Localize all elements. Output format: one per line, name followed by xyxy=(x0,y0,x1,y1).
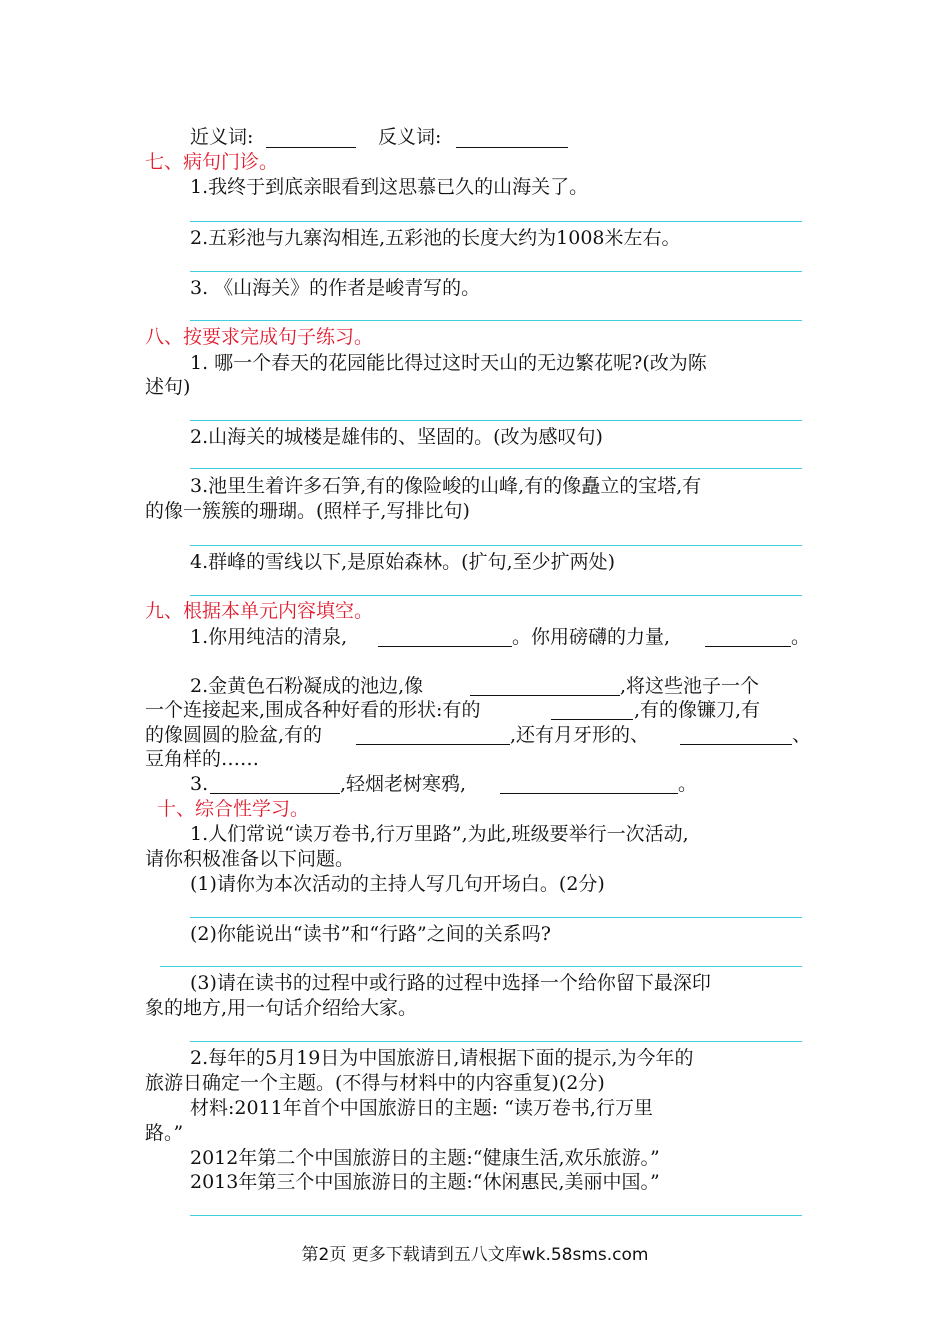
s8-q1-line2: 述句) xyxy=(145,376,191,398)
s9-q2-part-e: 的像圆圆的脸盆,有的 xyxy=(145,724,323,746)
s10-material-2013: 2013年第三个中国旅游日的主题:“休闲惠民,美丽中国。” xyxy=(190,1171,660,1193)
s9-q3-blank-1[interactable] xyxy=(210,793,340,794)
s9-q1-part-a: 1.你用纯洁的清泉, xyxy=(190,626,348,648)
s8-answer-line-1[interactable] xyxy=(190,420,802,421)
s10-answer-line-1[interactable] xyxy=(190,917,802,918)
section-9-title: 九、根据本单元内容填空。 xyxy=(145,600,374,622)
s10-material-line1: 材料:2011年首个中国旅游日的主题: “读万卷书,行万里 xyxy=(190,1097,653,1119)
s7-item-1: 1.我终于到底亲眼看到这思慕已久的山海关了。 xyxy=(190,176,589,198)
s8-q3-line2: 的像一簇簇的珊瑚。(照样子,写排比句) xyxy=(145,500,470,522)
s8-answer-line-4[interactable] xyxy=(190,595,802,596)
s9-q2-blank-1[interactable] xyxy=(470,695,620,696)
s8-answer-line-3[interactable] xyxy=(190,545,802,546)
s9-q3-part-b: ,轻烟老树寒鸦, xyxy=(340,773,467,795)
antonym-label: 反义词: xyxy=(378,126,442,148)
s9-q1-blank-2[interactable] xyxy=(705,646,791,647)
s9-q1-part-c: 。 xyxy=(791,626,811,648)
s10-q1-line2: 请你积极准备以下问题。 xyxy=(145,848,355,870)
s10-answer-line-4[interactable] xyxy=(190,1215,802,1216)
s9-q3-part-c: 。 xyxy=(678,773,698,795)
s10-material-line2: 路。” xyxy=(145,1122,184,1144)
s7-answer-line-2[interactable] xyxy=(190,271,802,272)
section-10-title: 十、综合性学习。 xyxy=(157,798,310,820)
s7-answer-line-1[interactable] xyxy=(190,221,802,222)
s8-q3-line1: 3.池里生着许多石笋,有的像险峻的山峰,有的像矗立的宝塔,有 xyxy=(190,475,702,497)
s8-q4: 4.群峰的雪线以下,是原始森林。(扩句,至少扩两处) xyxy=(190,551,616,573)
s10-q2-line2: 旅游日确定一个主题。(不得与材料中的内容重复)(2分) xyxy=(145,1072,605,1094)
s9-q2-part-c: 一个连接起来,围成各种好看的形状:有的 xyxy=(145,699,481,721)
s9-q3-blank-2[interactable] xyxy=(500,793,678,794)
s9-q2-blank-4[interactable] xyxy=(680,744,792,745)
section-7-title: 七、病句门诊。 xyxy=(145,151,279,173)
s9-q2-part-g: 、 xyxy=(792,724,812,746)
s7-answer-line-3[interactable] xyxy=(190,320,802,321)
s7-item-3: 3. 《山海关》的作者是峻青写的。 xyxy=(190,277,481,299)
s8-q1-line1: 1. 哪一个春天的花园能比得过这时天山的无边繁花呢?(改为陈 xyxy=(190,352,707,374)
s9-q2-part-f: ,还有月牙形的、 xyxy=(510,724,650,746)
s10-answer-line-3[interactable] xyxy=(190,1041,802,1042)
s10-q1-sub3-line2: 象的地方,用一句话介绍给大家。 xyxy=(145,997,418,1019)
s10-q1-sub1: (1)请你为本次活动的主持人写几句开场白。(2分) xyxy=(190,873,605,895)
s10-q1-sub3-line1: (3)请在读书的过程中或行路的过程中选择一个给你留下最深印 xyxy=(190,972,711,994)
s9-q3-part-a: 3. xyxy=(190,773,209,795)
s9-q1-blank-1[interactable] xyxy=(378,646,512,647)
s9-q2-part-a: 2.金黄色石粉凝成的池边,像 xyxy=(190,675,424,697)
antonym-blank[interactable] xyxy=(456,147,568,148)
s7-item-2: 2.五彩池与九寨沟相连,五彩池的长度大约为1008米左右。 xyxy=(190,227,681,249)
s10-q1-sub2: (2)你能说出“读书”和“行路”之间的关系吗? xyxy=(190,923,551,945)
s9-q1-part-b: 。你用磅礴的力量, xyxy=(512,626,671,648)
s10-q2-line1: 2.每年的5月19日为中国旅游日,请根据下面的提示,为今年的 xyxy=(190,1047,694,1069)
page-footer: 第2页 更多下载请到五八文库wk.58sms.com xyxy=(301,1245,649,1265)
synonym-label: 近义词: xyxy=(190,126,254,148)
s9-q2-blank-2[interactable] xyxy=(551,719,633,720)
s9-q2-part-b: ,将这些池子一个 xyxy=(620,675,760,697)
s10-material-2012: 2012年第二个中国旅游日的主题:“健康生活,欢乐旅游。” xyxy=(190,1147,660,1169)
s10-answer-line-2[interactable] xyxy=(160,966,802,967)
s9-q2-part-h: 豆角样的…… xyxy=(145,748,260,770)
s9-q2-blank-3[interactable] xyxy=(356,744,510,745)
s9-q2-part-d: ,有的像镰刀,有 xyxy=(634,699,761,721)
s8-answer-line-2[interactable] xyxy=(190,468,802,469)
s10-q1-line1: 1.人们常说“读万卷书,行万里路”,为此,班级要举行一次活动, xyxy=(190,823,689,845)
synonym-blank[interactable] xyxy=(266,147,356,148)
section-8-title: 八、按要求完成句子练习。 xyxy=(145,326,374,348)
s8-q2: 2.山海关的城楼是雄伟的、坚固的。(改为感叹句) xyxy=(190,426,603,448)
